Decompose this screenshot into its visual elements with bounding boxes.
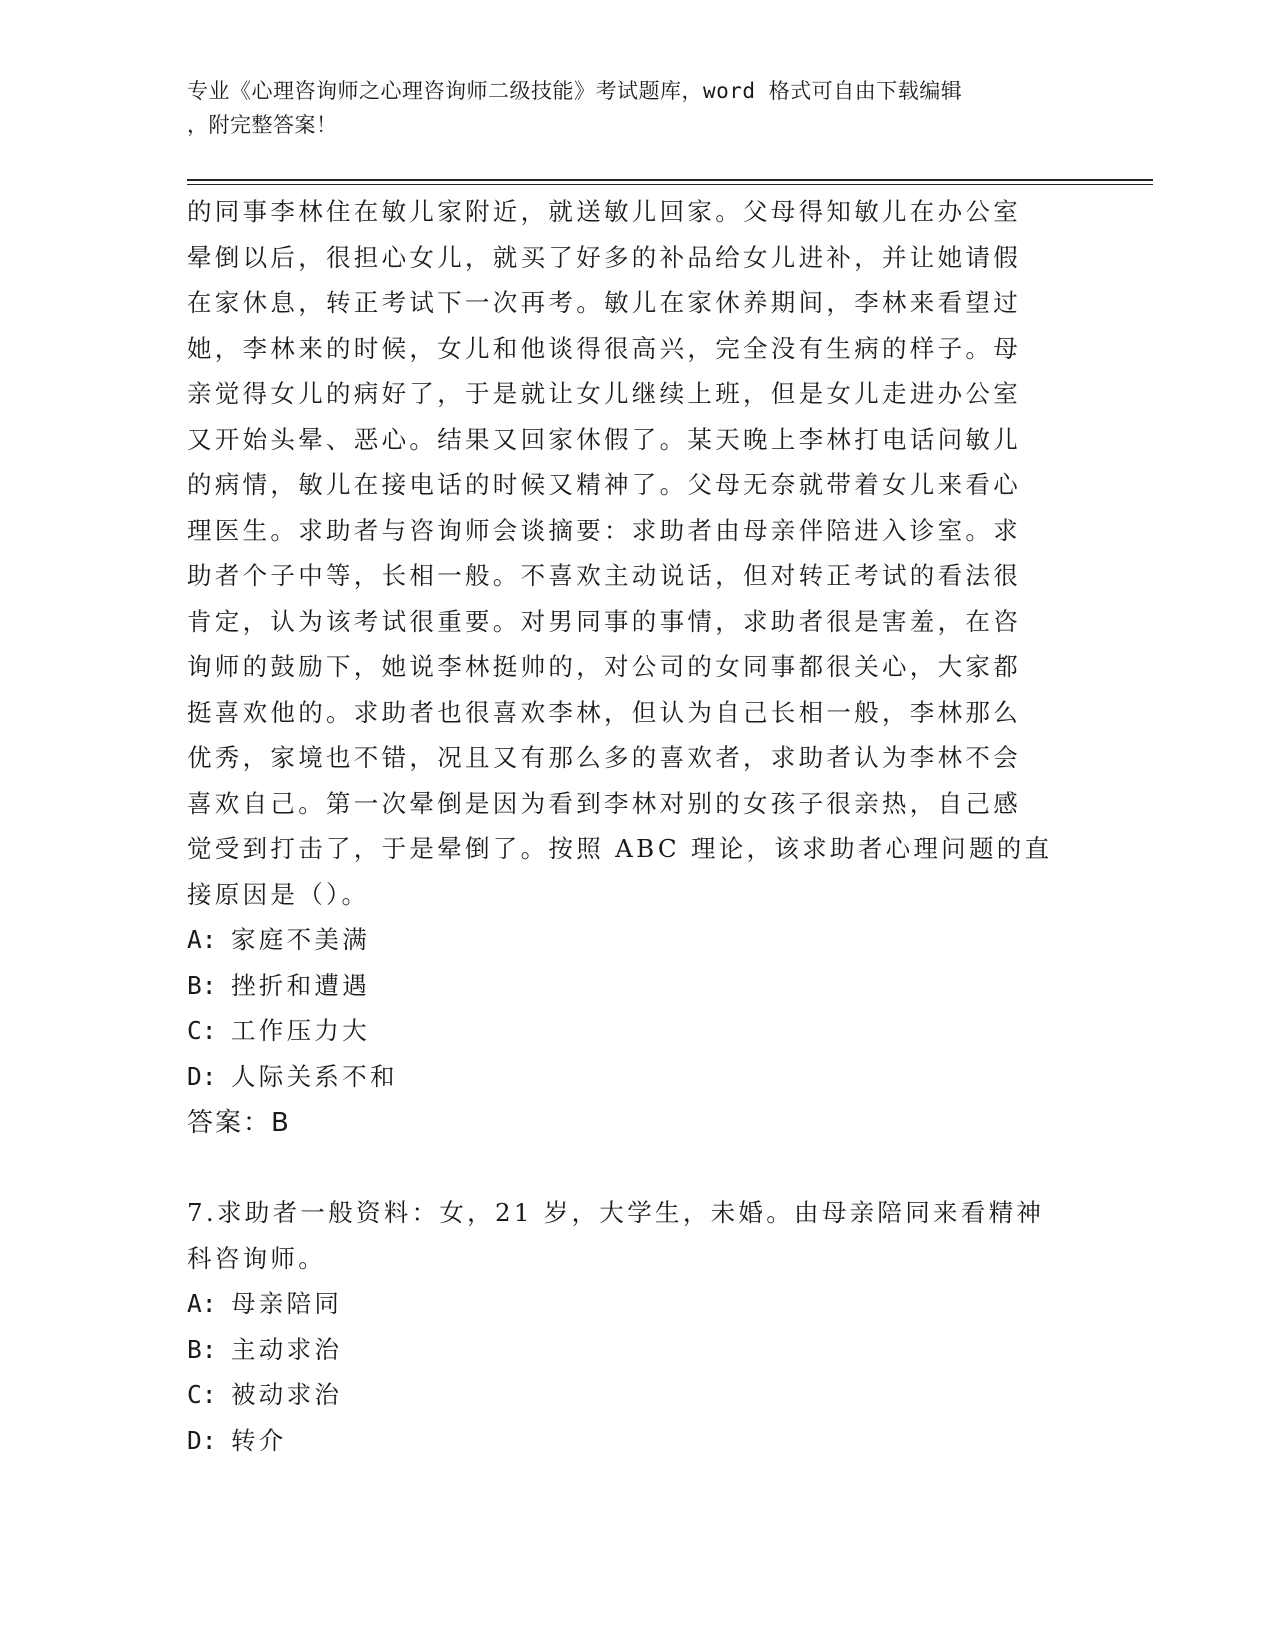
stem-line: 又开始头晕、恶心。结果又回家休假了。某天晚上李林打电话问敏儿: [187, 424, 1021, 454]
option-key: B:: [187, 1334, 217, 1364]
stem-line: 理医生。求助者与咨询师会谈摘要：求助者由母亲伴陪进入诊室。求: [187, 515, 1021, 545]
option-a: [187, 1281, 1087, 1327]
option-b: [187, 963, 1087, 1009]
stem-line: 7.求助者一般资料：女，21 岁，大学生，未婚。由母亲陪同来看精神: [187, 1198, 1045, 1227]
stem-line: 优秀，家境也不错，况且又有那么多的喜欢者，求助者认为李林不会: [187, 743, 1021, 772]
option-text: 工作压力大: [231, 1016, 370, 1045]
stem-line: 晕倒以后，很担心女儿，就买了好多的补品给女儿进补，并让她请假: [187, 242, 1021, 272]
question-7-stem: [187, 1190, 1087, 1281]
stem-line: 在家休息，转正考试下一次再考。敏儿在家休养期间，李林来看望过: [187, 288, 1021, 317]
option-text: 家庭不美满: [231, 925, 370, 954]
option-key: A:: [187, 1289, 217, 1318]
option-b: [187, 1327, 1087, 1373]
stem-line: 觉受到打击了，于是晕倒了。按照 ABC 理论，该求助者心理问题的直: [187, 834, 1053, 863]
stem-line: 的病情，敏儿在接电话的时候又精神了。父母无奈就带着女儿来看心: [187, 470, 1021, 499]
option-key: D:: [187, 1425, 217, 1455]
stem-line: 喜欢自己。第一次晕倒是因为看到李林对别的女孩子很亲热，自己感: [187, 788, 1021, 818]
option-text: 人际关系不和: [231, 1061, 398, 1091]
answer-value: B: [271, 1108, 289, 1138]
header-line: ，附完整答案！: [187, 113, 338, 137]
header-divider-thick: [187, 179, 1153, 181]
question-6-options: [187, 917, 1087, 1099]
stem-line: 接原因是（）。: [187, 879, 370, 909]
answer-label: 答案：: [187, 1108, 272, 1138]
document-header: [187, 74, 1087, 142]
option-key: C:: [187, 1016, 217, 1045]
stem-line: 询师的鼓励下，她说李林挺帅的，对公司的女同事都很关心，大家都: [187, 652, 1021, 681]
option-text: 母亲陪同: [231, 1289, 343, 1318]
option-d: [187, 1054, 1087, 1100]
option-key: D:: [187, 1061, 217, 1091]
option-text: 转介: [231, 1425, 287, 1455]
option-a: [187, 917, 1087, 963]
option-text: 挫折和遭遇: [231, 970, 370, 1000]
option-key: A:: [187, 925, 217, 954]
stem-line: 科咨询师。: [187, 1243, 326, 1273]
option-d: [187, 1418, 1087, 1464]
option-c: [187, 1372, 1087, 1418]
header-line: 专业《心理咨询师之心理咨询师二级技能》考试题库，word 格式可自由下载编辑: [187, 79, 963, 103]
stem-line: 肯定，认为该考试很重要。对男同事的事情，求助者很是害羞，在咨: [187, 606, 1021, 636]
option-text: 主动求治: [231, 1334, 343, 1364]
option-key: B:: [187, 970, 217, 1000]
question-7-options: [187, 1281, 1087, 1463]
document-body: [187, 189, 1087, 1463]
option-text: 被动求治: [231, 1380, 343, 1409]
question-6-answer: [187, 1101, 1087, 1146]
question-6-stem: [187, 189, 1087, 917]
stem-line: 她，李林来的时候，女儿和他谈得很高兴，完全没有生病的样子。母: [187, 333, 1021, 363]
option-key: C:: [187, 1380, 217, 1409]
stem-line: 的同事李林住在敏儿家附近，就送敏儿回家。父母得知敏儿在办公室: [187, 197, 1021, 226]
option-c: [187, 1008, 1087, 1054]
header-divider-thin: [187, 184, 1153, 185]
stem-line: 挺喜欢他的。求助者也很喜欢李林，但认为自己长相一般，李林那么: [187, 697, 1021, 727]
stem-line: 亲觉得女儿的病好了，于是就让女儿继续上班，但是女儿走进办公室: [187, 379, 1021, 408]
stem-line: 助者个子中等，长相一般。不喜欢主动说话，但对转正考试的看法很: [187, 561, 1021, 590]
spacer: [187, 1146, 1087, 1190]
